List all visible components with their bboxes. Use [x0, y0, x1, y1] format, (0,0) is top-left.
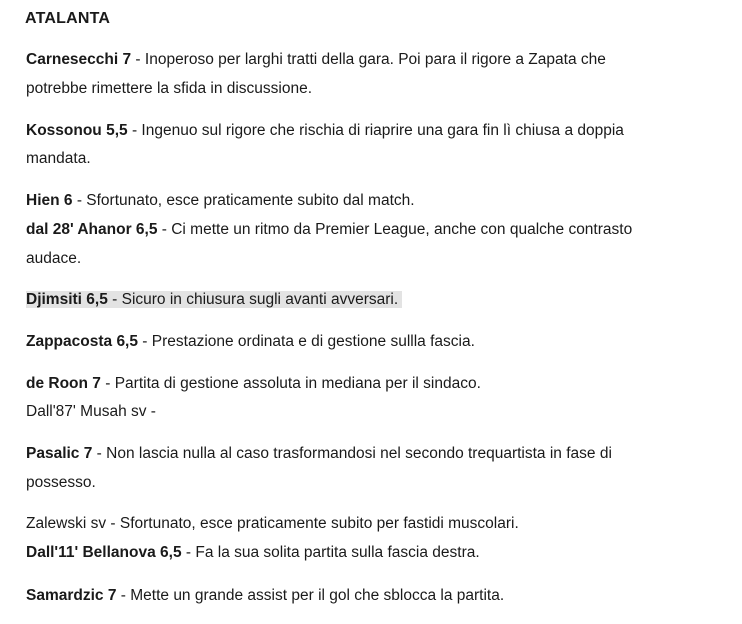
rating-line-continued: possesso.: [26, 474, 96, 491]
player-comment: - Non lascia nulla al caso trasformandosi nel secondo trequartista in fase di: [92, 445, 612, 462]
rating-line-continued: audace.: [26, 250, 82, 267]
player-comment: - Mette un grande assist per il gol che sblocca la partita.: [116, 587, 505, 604]
player-comment: - Sfortunato, esce praticamente subito dal match.: [72, 192, 415, 209]
rating-line: [26, 50, 606, 70]
rating-line: [26, 543, 480, 563]
rating-line: [26, 191, 415, 211]
rating-line: [26, 586, 504, 606]
player-name: Kossonou 5,5: [26, 122, 128, 139]
player-comment: - Prestazione ordinata e di gestione sullla fascia.: [138, 333, 475, 350]
player-comment: - Inoperoso per larghi tratti della gara. Poi para il rigore a Zapata che: [131, 51, 606, 68]
selection-highlight: [26, 291, 402, 308]
player-name: Zappacosta 6,5: [26, 333, 138, 350]
player-name: Carnesecchi 7: [26, 51, 132, 68]
rating-line: [26, 332, 475, 352]
player-name: Pasalic 7: [26, 445, 93, 462]
player-comment: - Sicuro in chiusura sugli avanti avversari.: [107, 291, 399, 308]
team-heading: ATALANTA: [25, 10, 111, 27]
rating-line: [26, 121, 624, 141]
player-comment: - Ingenuo sul rigore che rischia di riaprire una gara fin lì chiusa a doppia: [127, 122, 624, 139]
player-comment: - Ci mette un ritmo da Premier League, anche con qualche contrasto: [157, 221, 633, 238]
rating-line-highlighted: [26, 290, 402, 310]
player-name: Djimsiti 6,5: [26, 291, 108, 308]
player-name: de Roon 7: [26, 375, 101, 392]
player-name: dal 28' Ahanor 6,5: [26, 221, 158, 238]
rating-line: [26, 374, 481, 394]
rating-line-continued: mandata.: [26, 150, 91, 167]
player-name: Samardzic 7: [26, 587, 117, 604]
player-name: Dall'11' Bellanova 6,5: [26, 544, 182, 561]
substitute-line: Dall'87' Musah sv -: [26, 403, 156, 420]
player-comment: - Fa la sua solita partita sulla fascia destra.: [181, 544, 480, 561]
rating-line-continued: potrebbe rimettere la sfida in discussione.: [26, 80, 313, 97]
rating-line: [26, 220, 632, 240]
player-name: Hien 6: [26, 192, 73, 209]
rating-line: [26, 444, 612, 464]
player-comment: - Partita di gestione assoluta in mediana per il sindaco.: [100, 375, 481, 392]
rating-line: Zalewski sv - Sfortunato, esce praticamente subito per fastidi muscolari.: [26, 515, 519, 532]
